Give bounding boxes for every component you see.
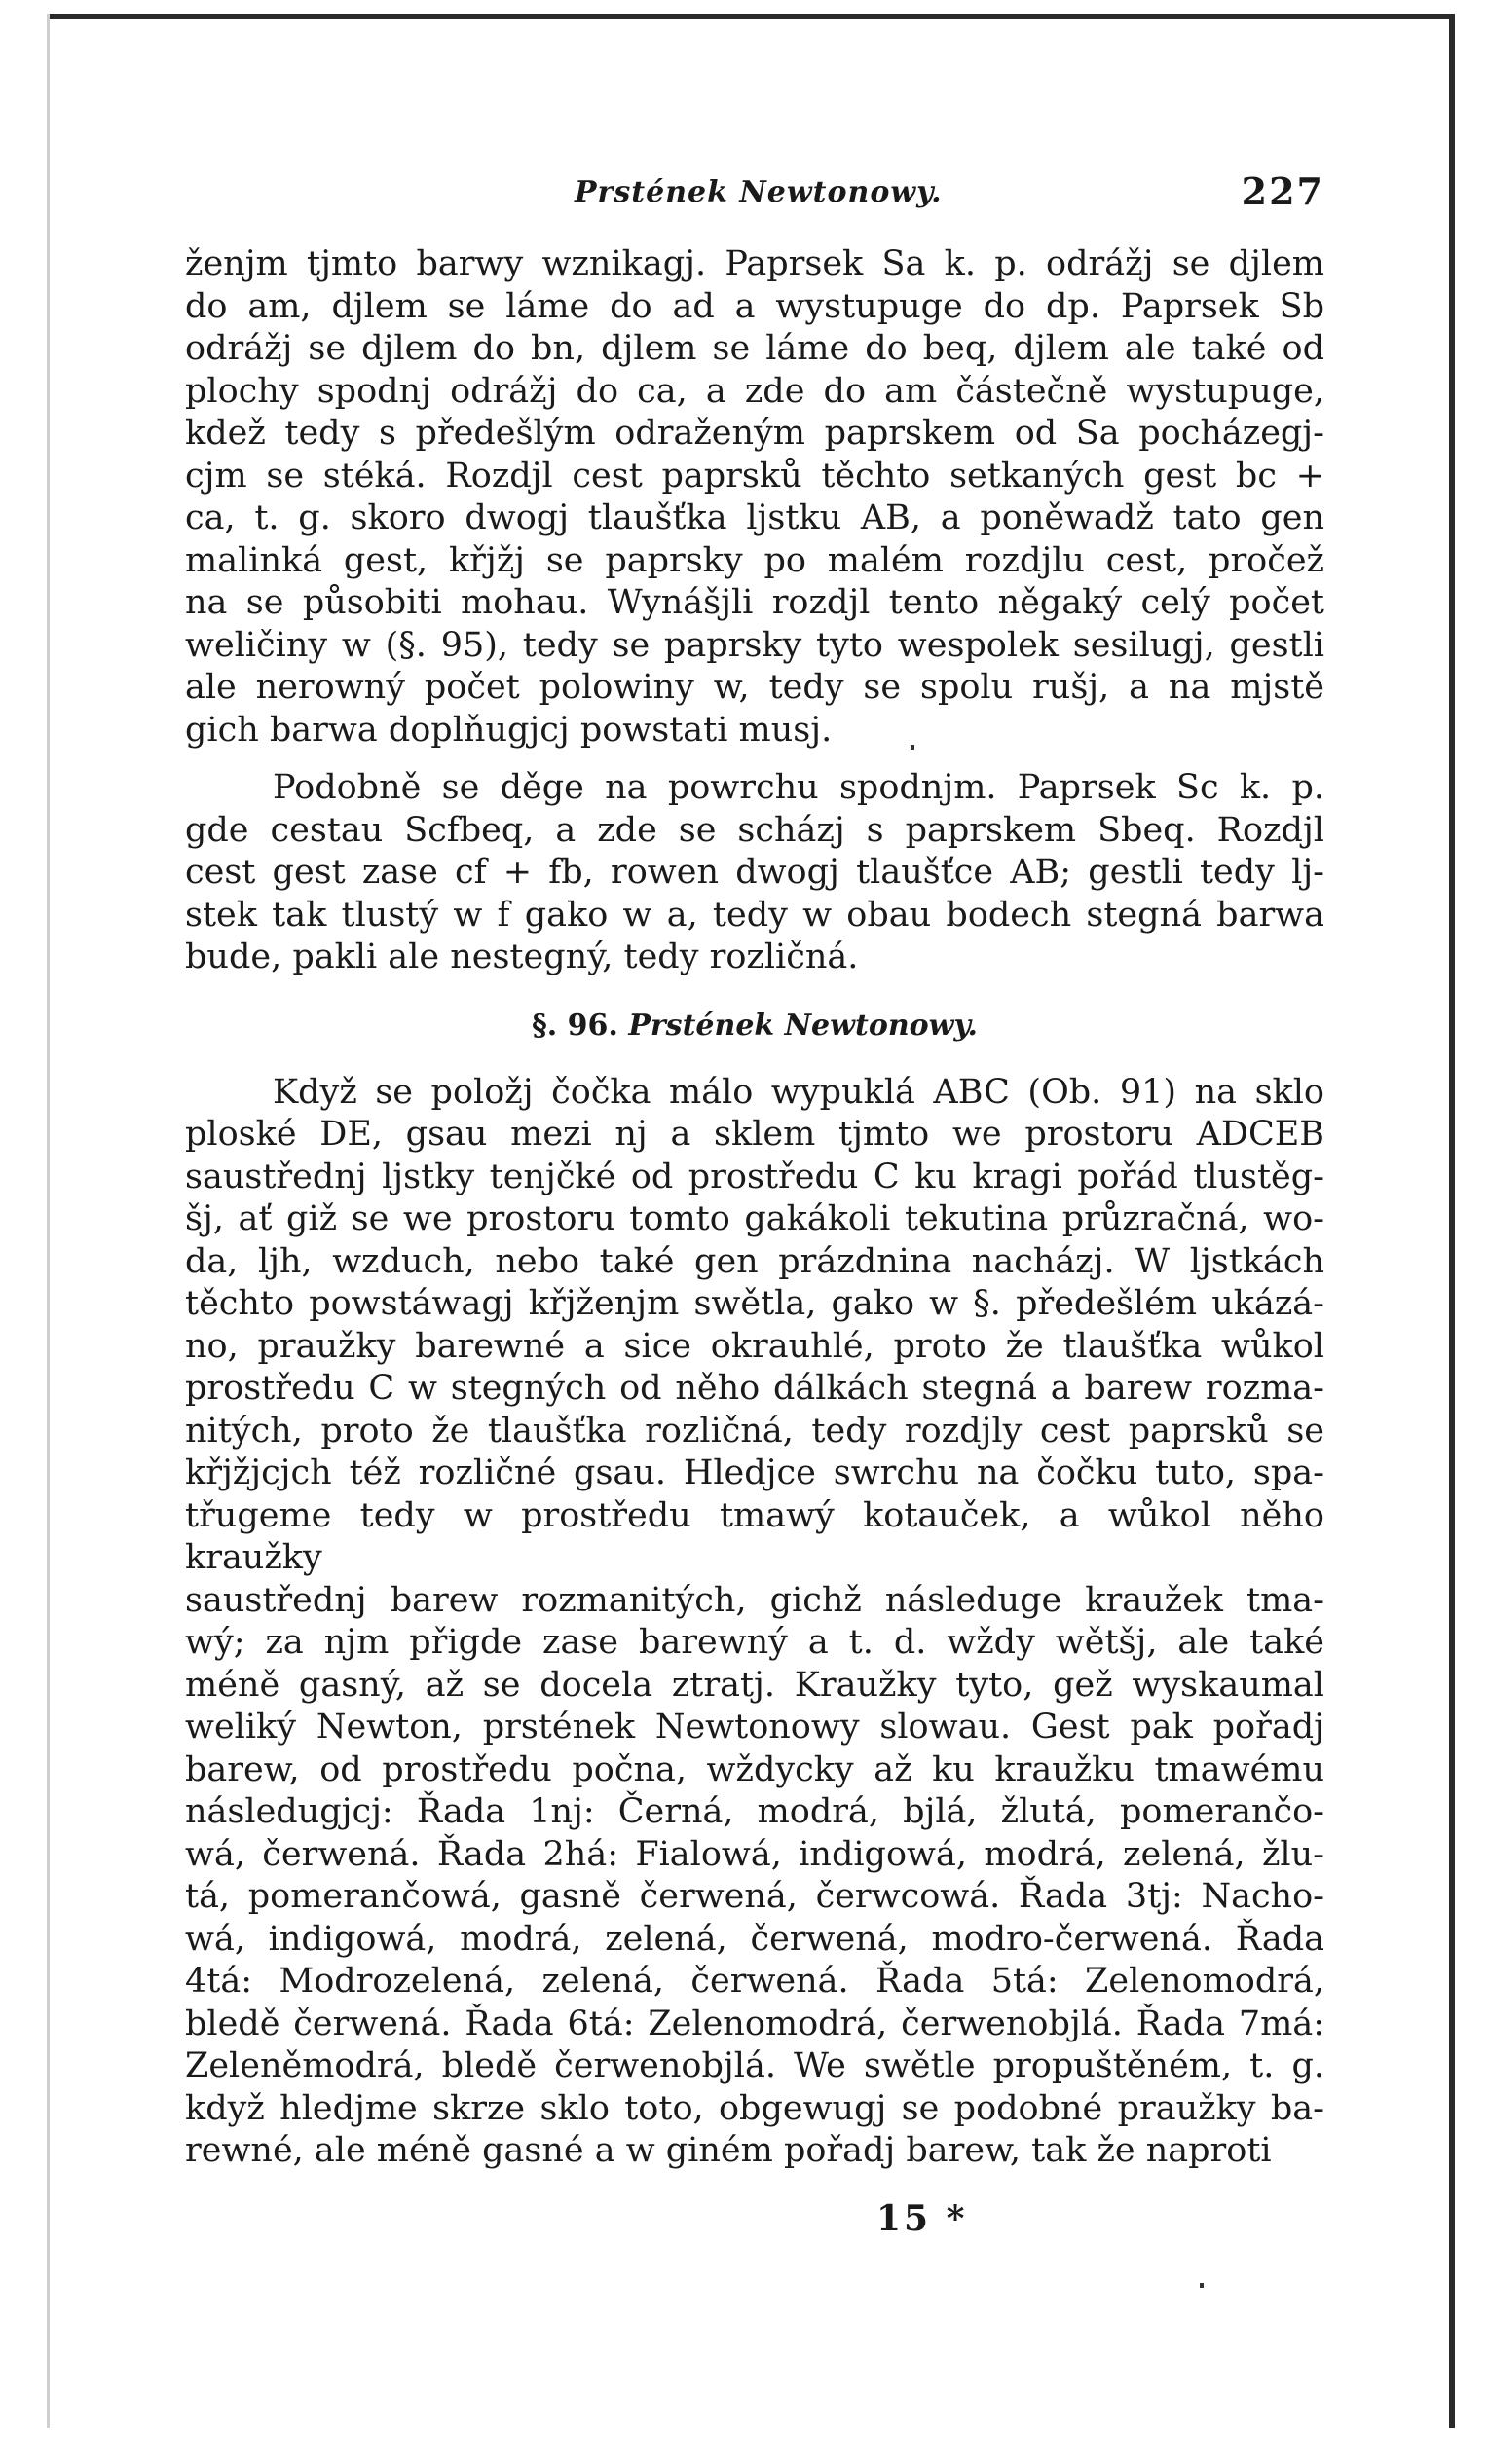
page-header — [185, 169, 1324, 234]
text-line: gich barwa doplňugjcj powstati musj. — [185, 710, 833, 750]
text-line: třugeme tedy w prostředu tmawý kotauček, a wůkol něho kraužky — [185, 1495, 1324, 1577]
text-line: křjžjcjch též rozličné gsau. Hledjce swrchu na čočku tuto, spa- — [185, 1453, 1324, 1492]
text-line: cest gest zase cf + fb, rowen dwogj tlaušťce AB; gestli tedy lj- — [185, 853, 1324, 892]
paragraph-2 — [185, 767, 1324, 979]
text-line: Zeleněmodrá, bledě čerwenobjlá. We swětle propuštěném, t. g. — [185, 2046, 1324, 2085]
section-title: Prstének Newtonowy. — [628, 1008, 978, 1043]
book-page — [185, 169, 1324, 2173]
text-line: no, praužky barewné a sice okrauhlé, proto že tlaušťka wůkol — [185, 1326, 1324, 1366]
running-title: Prstének Newtonowy. — [575, 175, 943, 209]
text-line: Podobně se děge na powrchu spodnjm. Paprsek Sc k. p. — [273, 768, 1324, 807]
text-line: do am, djlem se láme do ad a wystupuge do dp. Paprsek Sb — [185, 286, 1324, 326]
signature-mark: 15 * — [876, 2198, 968, 2239]
text-line: plochy spodnj odrážj do ca, a zde do am částečně wystupuge, — [185, 371, 1324, 411]
text-line: šj, ať giž se we prostoru tomto gakákoli tekutina průzračná, wo- — [185, 1199, 1324, 1238]
print-speck — [1200, 2283, 1204, 2288]
section-number: §. 96. — [532, 1008, 618, 1043]
text-line: barew, od prostředu počna, wždycky až ku kraužku tmawému — [185, 1749, 1324, 1789]
text-line: na se působiti mohau. Wynášjli rozdjl tento něgaký celý počet — [185, 583, 1324, 622]
text-line: wá, indigowá, modrá, zelená, čerwená, modro-čerwená. Řada — [185, 1919, 1324, 1959]
text-line: Když se položj čočka málo wypuklá ABC (Ob. 91) na sklo — [273, 1072, 1324, 1112]
text-line: rewné, ale méně gasné a w giném pořadj barew, tak že naproti — [185, 2131, 1272, 2170]
paragraph-3 — [185, 1072, 1324, 2173]
text-line: da, ljh, wzduch, nebo také gen prázdnina nacházj. W ljstkách — [185, 1241, 1324, 1281]
section-heading — [185, 1009, 1324, 1043]
text-line: těchto powstáwagj křjženjm swětla, gako w §. předešlém ukázá- — [185, 1284, 1324, 1323]
text-line: wý; za njm přigde zase barewný a t. d. wždy wětšj, ale také — [185, 1623, 1324, 1662]
text-line: bude, pakli ale nestegný, tedy rozličná. — [185, 938, 859, 976]
text-line: 4tá: Modrozelená, zelená, čerwená. Řada 5tá: Zelenomodrá, — [185, 1962, 1324, 2001]
text-line: kdež tedy s předešlým odraženým paprskem od Sa pocházegj- — [185, 414, 1324, 453]
text-line: ale nerowný počet polowiny w, tedy se spolu rušj, a na mjstě — [185, 668, 1324, 707]
text-line: weliký Newton, prstének Newtonowy slowau. Gest pak pořadj — [185, 1708, 1324, 1747]
text-line: ženjm tjmto barwy wznikagj. Paprsek Sa k. p. odrážj se djlem — [185, 244, 1324, 283]
text-line: když hledjme skrze sklo toto, obgewugj se podobné praužky ba- — [185, 2088, 1324, 2128]
text-line: ploské DE, gsau mezi nj a sklem tjmto we prostoru ADCEB — [185, 1115, 1324, 1154]
text-line: méně gasný, až se docela ztratj. Kraužky tyto, gež wyskaumal — [185, 1665, 1324, 1705]
text-line: stek tak tlustý w f gako w a, tedy w obau bodech stegná barwa — [185, 895, 1324, 935]
text-line: wá, čerwená. Řada 2há: Fialowá, indigowá, modrá, zelená, žlu- — [185, 1834, 1324, 1874]
text-line: cjm se stéká. Rozdjl cest paprsků těchto setkaných gest bc + — [185, 456, 1324, 496]
text-line: tá, pomerančowá, gasně čerwená, čerwcowá. Řada 3tj: Nacho- — [185, 1877, 1324, 1916]
page-number: 227 — [1241, 169, 1324, 213]
text-line: weličiny w (§. 95), tedy se paprsky tyto wespolek sesilugj, gestli — [185, 625, 1324, 665]
text-line: saustřednj ljstky tenjčké od prostředu C ku kragi pořád tlustěg- — [185, 1157, 1324, 1196]
text-line: nitých, proto že tlaušťka rozličná, tedy rozdjly cest paprsků se — [185, 1411, 1324, 1451]
text-line: bledě čerwená. Řada 6tá: Zelenomodrá, čerwenobjlá. Řada 7má: — [185, 2004, 1324, 2043]
scan-border-top — [47, 14, 1449, 19]
text-line: následugjcj: Řada 1nj: Černá, modrá, bjlá, žlutá, pomerančo- — [185, 1792, 1324, 1831]
text-line: ca, t. g. skoro dwogj tlaušťka ljstku AB, a poněwadž tato gen — [185, 498, 1324, 537]
text-line: odrážj se djlem do bn, djlem se láme do beq, djlem ale také od — [185, 329, 1324, 368]
scan-border-left — [47, 14, 50, 2428]
text-line: gde cestau Scfbeq, a zde se scházj s paprskem Sbeq. Rozdjl — [185, 810, 1324, 850]
text-line: malinká gest, křjžj se paprsky po malém rozdjlu cest, pročež — [185, 540, 1324, 580]
print-speck — [911, 745, 914, 750]
text-line: saustřednj barew rozmanitých, gichž následuge kraužek tma- — [185, 1580, 1324, 1620]
paragraph-1 — [185, 243, 1324, 752]
text-line: prostředu C w stegných od něho dálkách stegná a barew rozma- — [185, 1369, 1324, 1408]
scan-border-right — [1449, 14, 1455, 2428]
